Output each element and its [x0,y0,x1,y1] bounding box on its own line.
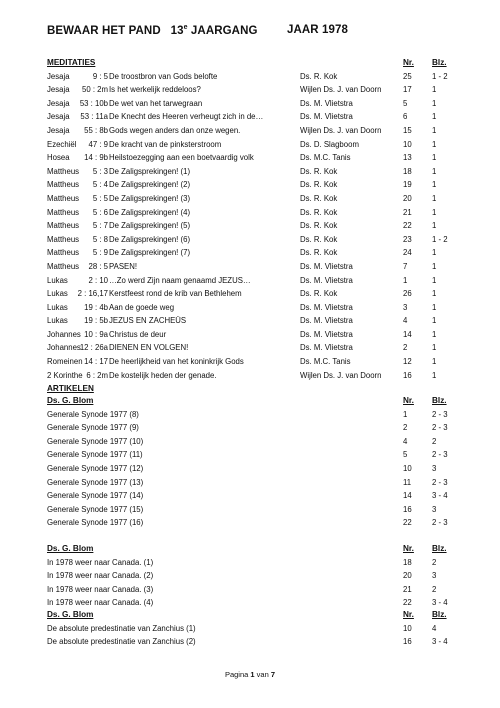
meditatie-reference: 12 : 26a [79,343,108,353]
meditatie-row [47,287,467,301]
meditatie-title: Kerstfeest rond de krib van Bethlehem [109,289,242,299]
meditatie-title: PASEN! [109,261,138,271]
artikel-row [47,462,467,476]
meditatie-number: 3 [403,302,408,312]
meditatie-reference: 53 : 11a [80,112,108,122]
artikel-row [47,622,467,636]
meditatie-reference: 19 : 4b [84,302,108,312]
meditatie-page: 1 - 2 [432,71,448,81]
meditatie-number: 13 [403,153,412,163]
meditatie-page: 1 [432,193,437,203]
artikel-title: Generale Synode 1977 (15) [47,504,144,514]
artikel-row [47,476,467,490]
artikel-page: 3 [432,571,437,581]
meditatie-title: De Zaligsprekingen! (5) [109,221,191,231]
artikel-page: 2 [432,436,437,446]
artikel-row [47,489,467,503]
artikel-page: 4 [432,623,437,633]
artikel-title: Generale Synode 1977 (16) [47,518,144,528]
meditatie-row [47,246,467,260]
artikel-number: 21 [403,584,412,594]
meditatie-title: De wet van het tarwegraan [109,98,203,108]
meditatie-row [47,97,467,111]
artikel-number: 1 [403,409,408,419]
meditatie-page: 1 [432,207,437,217]
artikel-title: Generale Synode 1977 (8) [47,409,139,419]
header-year: JAAR 1978 [287,24,348,36]
artikel-title: De absolute predestinatie van Zanchius (2) [47,637,196,647]
artikel-title: De absolute predestinatie van Zanchius (1) [47,623,196,633]
artikel-row [47,516,467,530]
meditaties-heading: MEDITATIES [47,58,96,67]
meditatie-reference: 19 : 5b [84,316,108,326]
meditaties-section [47,56,467,382]
meditatie-title: De troostbron van Gods belofte [109,71,218,81]
meditatie-book: Lukas [47,289,68,299]
meditatie-author: Ds. R. Kok [300,166,338,176]
meditatie-number: 16 [403,370,412,380]
meditatie-page: 1 [432,153,437,163]
meditatie-row [47,233,467,247]
meditatie-number: 19 [403,180,412,190]
meditatie-number: 15 [403,125,412,135]
meditatie-book: Johannes [47,343,81,353]
artikelen-group-author: Ds. G. Blom [47,544,94,553]
meditaties-blz-label: Blz. [432,58,447,67]
artikel-page: 2 - 3 [432,518,448,528]
meditatie-title: De heerlijkheid van het koninkrijk Gods [109,357,244,367]
artikel-number: 18 [403,557,412,567]
meditatie-row [47,260,467,274]
meditatie-row [47,70,467,84]
artikelen-group-heading-row [47,608,467,622]
header-title [47,24,258,37]
header-jaargang-word: JAARGANG [190,24,258,37]
artikel-title: Generale Synode 1977 (11) [47,450,143,460]
meditatie-page: 1 [432,248,437,258]
meditatie-number: 18 [403,166,412,176]
meditatie-book: Ezechiël [47,139,77,149]
meditatie-author: Ds. M.C. Tanis [300,357,351,367]
artikelen-group-author: Ds. G. Blom [47,610,94,619]
meditatie-book: Mattheus [47,248,80,258]
artikel-number: 4 [403,436,408,446]
meditatie-number: 25 [403,71,412,81]
meditatie-page: 1 [432,316,437,326]
meditatie-author: Ds. D. Slagboom [300,139,359,149]
meditatie-title: Is het werkelijk reddeloos? [109,85,201,95]
meditatie-author: Ds. R. Kok [300,221,338,231]
meditatie-book: Mattheus [47,180,80,190]
meditatie-reference: 2 : 10 [88,275,108,285]
meditatie-book: 2 Korinthe [47,370,83,380]
meditatie-book: Jesaja [47,112,70,122]
artikel-number: 16 [403,504,412,514]
meditatie-page: 1 [432,289,437,299]
meditatie-page: 1 - 2 [432,234,448,244]
meditatie-book: Mattheus [47,207,80,217]
meditatie-page: 1 [432,180,437,190]
artikel-number: 14 [403,491,412,501]
artikel-number: 10 [403,623,412,633]
artikel-number: 10 [403,463,412,473]
meditatie-title: Gods wegen anders dan onze wegen. [109,125,241,135]
meditatie-title: De Zaligsprekingen! (4) [109,207,191,217]
meditatie-page: 1 [432,112,437,122]
meditatie-page: 1 [432,85,437,95]
meditatie-number: 10 [403,139,412,149]
meditatie-title: De kostelijk heden der genade. [109,370,217,380]
meditatie-number: 5 [403,98,408,108]
artikel-title: In 1978 weer naar Canada. (1) [47,557,154,567]
meditatie-page: 1 [432,302,437,312]
meditatie-author: Ds. M. Vlietstra [300,343,353,353]
meditatie-book: Mattheus [47,166,80,176]
artikel-row [47,435,467,449]
artikel-row [47,569,467,583]
meditatie-page: 1 [432,343,437,353]
meditatie-book: Romeinen [47,357,83,367]
artikel-page: 3 - 4 [432,491,448,501]
meditatie-title: De Zaligsprekingen! (3) [109,193,191,203]
artikel-number: 11 [403,477,412,487]
artikelen-heading: ARTIKELEN [47,384,94,393]
meditatie-row [47,274,467,288]
meditatie-page: 1 [432,357,437,367]
meditatie-number: 4 [403,316,408,326]
meditatie-reference: 5 : 8 [92,234,108,244]
meditatie-page: 1 [432,125,437,135]
meditatie-author: Ds. M. Vlietstra [300,98,353,108]
meditatie-book: Lukas [47,302,68,312]
artikelen-nr-label: Nr. [403,396,414,405]
meditatie-reference: 5 : 4 [92,180,108,190]
artikelen-nr-label: Nr. [403,610,414,619]
meditatie-book: Jesaja [47,71,70,81]
footer-page-number: 1 [250,670,255,679]
footer-pagina: Pagina [224,670,249,679]
artikel-page: 2 [432,584,437,594]
meditatie-reference: 9 : 5 [92,71,108,81]
meditatie-title: De Zaligsprekingen! (2) [109,180,191,190]
artikel-page: 3 [432,504,437,514]
meditatie-page: 1 [432,166,437,176]
footer-van: van [256,670,269,679]
meditatie-title: JEZUS EN ZACHEÜS [109,316,187,326]
artikel-row [47,556,467,570]
meditatie-author: Ds. R. Kok [300,193,338,203]
header-jaargang-number: 13 [170,24,184,37]
meditatie-author: Ds. R. Kok [300,248,338,258]
meditatie-book: Mattheus [47,193,80,203]
meditatie-author: Ds. M. Vlietstra [300,275,353,285]
meditatie-reference: 5 : 5 [92,193,108,203]
meditatie-title: Heilstoezegging aan een boetvaardig volk [109,153,254,163]
meditatie-row [47,124,467,138]
meditatie-number: 7 [403,261,408,271]
meditatie-author: Wijlen Ds. J. van Doorn [300,85,382,95]
meditatie-author: Ds. M. Vlietstra [300,329,353,339]
artikelen-group [47,542,467,610]
meditatie-number: 6 [403,112,408,122]
meditatie-title: De Zaligsprekingen! (6) [109,234,191,244]
meditatie-title: De Knecht des Heeren verheugt zich in de… [109,112,264,122]
meditatie-number: 26 [403,289,412,299]
meditatie-title: DIENEN EN VOLGEN! [109,343,189,353]
meditatie-row [47,110,467,124]
meditatie-row [47,178,467,192]
meditatie-reference: 2 : 16,17 [77,289,108,299]
meditatie-book: Jesaja [47,98,70,108]
meditatie-page: 1 [432,329,437,339]
meditatie-book: Jesaja [47,85,70,95]
meditatie-book: Mattheus [47,234,80,244]
meditatie-author: Ds. R. Kok [300,234,338,244]
artikel-page: 2 - 3 [432,450,448,460]
footer-total-pages: 7 [270,670,276,679]
meditatie-row [47,165,467,179]
meditatie-reference: 5 : 6 [92,207,108,217]
meditaties-nr-label: Nr. [403,58,414,67]
meditatie-reference: 47 : 9 [88,139,108,149]
artikel-page: 2 - 3 [432,477,448,487]
artikel-row [47,448,467,462]
artikel-title: Generale Synode 1977 (9) [47,423,139,433]
meditatie-number: 14 [403,329,412,339]
meditatie-page: 1 [432,370,437,380]
artikel-page: 3 [432,463,437,473]
artikelen-group-author: Ds. G. Blom [47,396,94,405]
meditatie-reference: 6 : 2m [86,370,108,380]
meditatie-title: De Zaligsprekingen! (7) [109,248,191,258]
meditatie-reference: 5 : 3 [92,166,108,176]
meditatie-author: Ds. M. Vlietstra [300,112,353,122]
header-publication: BEWAAR HET PAND [47,24,161,37]
meditatie-row [47,369,467,383]
artikel-title: In 1978 weer naar Canada. (2) [47,571,154,581]
artikel-title: Generale Synode 1977 (13) [47,477,144,487]
meditatie-reference: 53 : 10b [79,98,108,108]
meditaties-heading-row [47,56,467,70]
meditatie-reference: 5 : 9 [92,248,108,258]
artikel-number: 16 [403,637,412,647]
artikelen-blz-label: Blz. [432,544,447,553]
artikel-row [47,408,467,422]
meditatie-author: Ds. R. Kok [300,180,338,190]
meditatie-row [47,192,467,206]
artikelen-section [47,382,467,647]
artikel-number: 22 [403,518,412,528]
meditatie-author: Ds. M. Vlietstra [300,316,353,326]
meditatie-book: Mattheus [47,261,80,271]
meditatie-number: 21 [403,207,412,217]
meditatie-page: 1 [432,98,437,108]
meditatie-reference: 50 : 2m [81,85,108,95]
meditatie-number: 2 [403,343,408,353]
meditatie-number: 23 [403,234,412,244]
artikelen-group [47,608,467,649]
meditatie-row [47,328,467,342]
artikel-title: Generale Synode 1977 (14) [47,491,144,501]
meditatie-row [47,219,467,233]
meditatie-number: 1 [403,275,408,285]
page-footer [0,670,500,679]
artikel-title: In 1978 weer naar Canada. (3) [47,584,154,594]
artikelen-nr-label: Nr. [403,544,414,553]
artikel-page: 3 - 4 [432,598,448,608]
artikel-title: Generale Synode 1977 (12) [47,463,144,473]
meditatie-reference: 28 : 5 [88,261,108,271]
meditatie-row [47,341,467,355]
meditatie-page: 1 [432,275,437,285]
page-header [47,24,467,40]
meditatie-row [47,206,467,220]
artikel-row [47,503,467,517]
meditatie-page: 1 [432,261,437,271]
meditatie-book: Mattheus [47,221,80,231]
meditatie-number: 12 [403,357,412,367]
meditatie-author: Ds. R. Kok [300,289,338,299]
meditatie-number: 17 [403,85,412,95]
meditatie-author: Ds. M.C. Tanis [300,153,351,163]
artikelen-group-heading-row [47,394,467,408]
artikel-row [47,635,467,649]
meditatie-reference: 55 : 8b [84,125,108,135]
meditatie-number: 24 [403,248,412,258]
artikel-page: 2 - 3 [432,409,448,419]
meditatie-row [47,83,467,97]
artikel-title: In 1978 weer naar Canada. (4) [47,598,154,608]
artikel-page: 2 - 3 [432,423,448,433]
meditaties-list [47,70,467,383]
meditatie-author: Ds. M. Vlietstra [300,302,353,312]
artikel-row [47,583,467,597]
artikel-page: 2 [432,557,437,567]
meditatie-book: Johannes [47,329,81,339]
meditatie-reference: 14 : 17 [84,357,108,367]
meditatie-reference: 5 : 7 [92,221,108,231]
artikel-row [47,421,467,435]
artikel-number: 20 [403,571,412,581]
artikelen-group [47,394,467,530]
meditatie-row [47,301,467,315]
meditatie-book: Hosea [47,153,70,163]
meditatie-title: …Zo werd Zijn naam genaamd JEZUS… [109,275,251,285]
meditatie-author: Ds. R. Kok [300,207,338,217]
meditatie-book: Jesaja [47,125,70,135]
meditatie-author: Wijlen Ds. J. van Doorn [300,125,382,135]
artikel-number: 22 [403,598,412,608]
meditatie-row [47,138,467,152]
artikelen-blz-label: Blz. [432,610,447,619]
meditatie-row [47,314,467,328]
meditatie-page: 1 [432,139,437,149]
header-jaargang-sup: e [183,24,188,31]
meditatie-book: Lukas [47,316,68,326]
artikel-page: 3 - 4 [432,637,448,647]
artikelen-group-heading-row [47,542,467,556]
artikelen-blz-label: Blz. [432,396,447,405]
artikel-title: Generale Synode 1977 (10) [47,436,144,446]
meditatie-number: 22 [403,221,412,231]
meditatie-author: Ds. R. Kok [300,71,338,81]
meditatie-title: Aan de goede weg [109,302,175,312]
meditatie-author: Ds. M. Vlietstra [300,261,353,271]
meditatie-title: De kracht van de pinksterstroom [109,139,222,149]
meditatie-book: Lukas [47,275,68,285]
artikel-number: 5 [403,450,408,460]
meditatie-reference: 14 : 9b [84,153,108,163]
meditatie-row [47,355,467,369]
meditatie-author: Wijlen Ds. J. van Doorn [300,370,382,380]
meditatie-title: Christus de deur [109,329,167,339]
meditatie-number: 20 [403,193,412,203]
meditatie-row [47,151,467,165]
meditatie-page: 1 [432,221,437,231]
artikel-number: 2 [403,423,408,433]
meditatie-title: De Zaligsprekingen! (1) [109,166,191,176]
meditatie-reference: 10 : 9a [84,329,108,339]
